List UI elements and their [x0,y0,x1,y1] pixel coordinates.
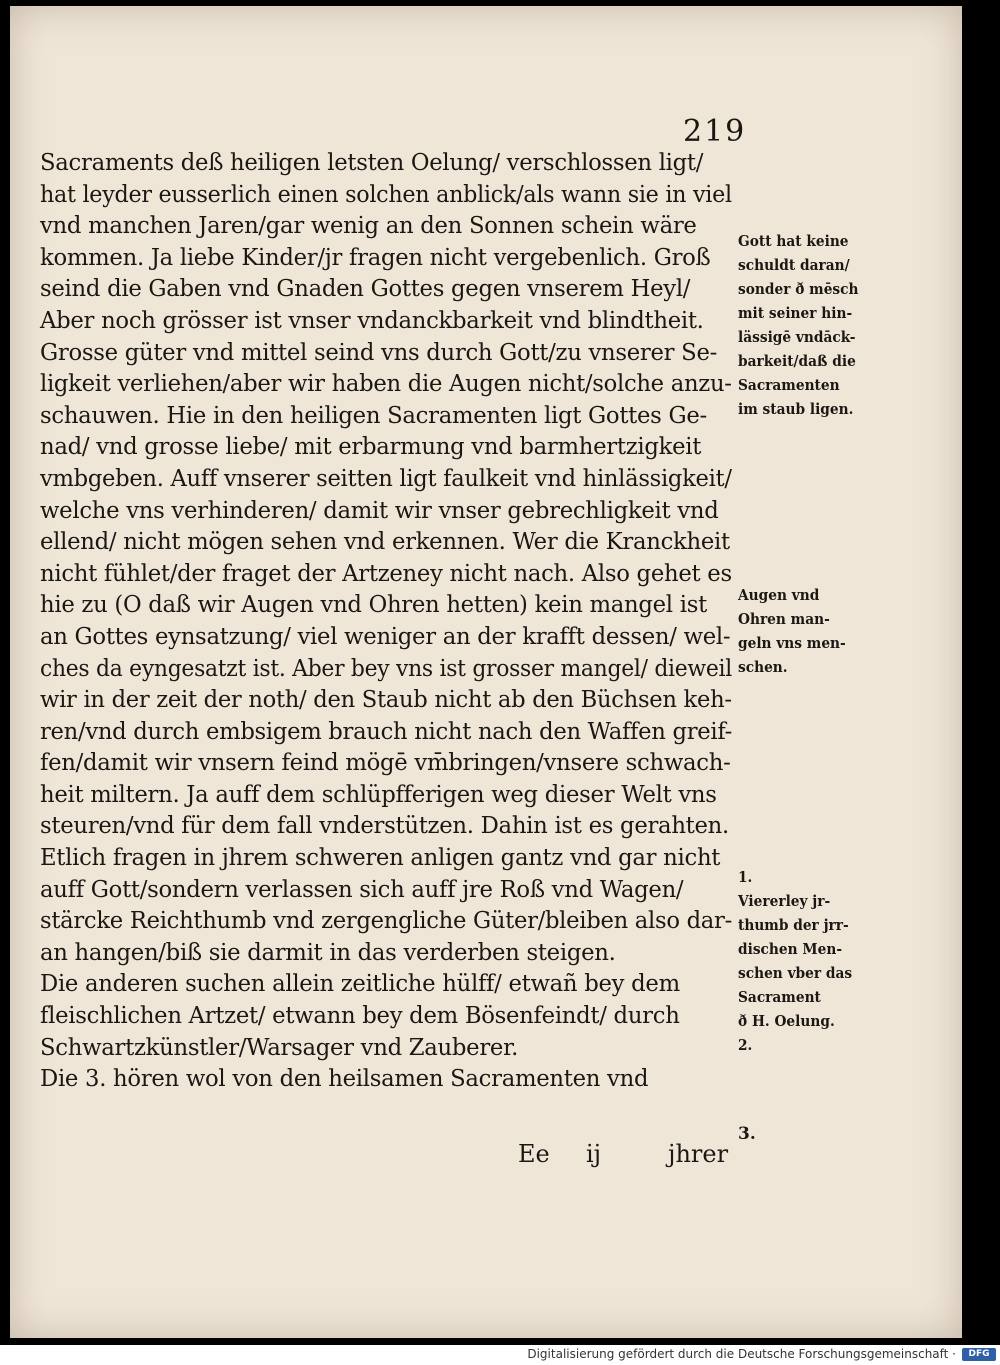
signature-mark: Ee [518,1140,550,1168]
margin-note-line: 1. [738,869,753,886]
text-line: Etlich fragen in jhrem schweren anligen gantz vnd gar nicht [40,845,721,872]
margin-note-line: barkeit/daß die [738,353,856,370]
text-line: an hangen/biß sie darmit in das verderben steigen. [40,939,616,966]
text-line: Aber noch grösser ist vnser vndanckbarkeit vnd blindtheit. [40,307,704,334]
text-line: heit miltern. Ja auff dem schlüpfferigen weg dieser Welt vns [40,781,717,808]
margin-note-line: Viererley jr- [738,893,831,910]
text-line: fen/damit wir vnsern feind mögē vm̄bringen/vnsere schwach- [40,750,731,777]
text-line: hie zu (O daß wir Augen vnd Ohren hetten) kein mangel ist [40,592,707,619]
margin-note-line: Gott hat keine [738,233,849,250]
text-line: Grosse güter vnd mittel seind vns durch Gott/zu vnserer Se- [40,339,718,366]
dfg-logo: DFG [962,1348,996,1361]
text-line: steuren/vnd für dem fall vnderstützen. Dahin ist es gerahten. [40,813,729,840]
text-line: welche vns verhinderen/ damit wir vnser gebrechligkeit vnd [40,497,719,524]
catchword-line [40,1140,740,1174]
margin-note-line: mit seiner hin- [738,305,853,322]
text-line: ches da eyngesatzt ist. Aber bey vns ist grosser mangel/ dieweil [40,655,732,682]
margin-note-viererley-jrthumb [738,866,888,1058]
text-line: stärcke Reichthumb vnd zergengliche Güter/bleiben also dar- [40,908,732,935]
margin-marker-3: 3. [738,1124,756,1144]
text-line: seind die Gaben vnd Gnaden Gottes gegen vnserem Heyl/ [40,276,691,303]
text-line: kommen. Ja liebe Kinder/jr fragen nicht vergebenlich. Groß [40,244,711,271]
text-line: nicht fühlet/der fraget der Artzeney nicht nach. Also gehet es [40,560,732,587]
body-text [40,148,740,1096]
text-line: auff Gott/sondern verlassen sich auff jre Roß vnd Wagen/ [40,876,684,903]
margin-note-line: im staub ligen. [738,401,854,418]
text-line: ren/vnd durch embsigem brauch nicht nach den Waffen greif- [40,718,733,745]
margin-note-line: sonder ð mēsch [738,281,859,298]
text-line: nad/ vnd grosse liebe/ mit erbarmung vnd barmhertzigkeit [40,434,702,461]
margin-note-line: schuldt daran/ [738,257,850,274]
text-line: Die 3. hören wol von den heilsamen Sacramenten vnd [40,1066,649,1093]
text-line: vmbgeben. Auff vnserer seitten ligt faulkeit vnd hinlässigkeit/ [40,465,732,492]
folio-mark: ij [586,1140,602,1168]
footer-bar [0,1345,1000,1365]
margin-note-line: Sacramenten [738,377,840,394]
margin-note-line: lässigē vndāck- [738,329,856,346]
funding-notice: Digitalisierung gefördert durch die Deutsche Forschungsgemeinschaft · [527,1347,956,1361]
margin-note-line: ð H. Oelung. [738,1013,835,1030]
text-line: ligkeit verliehen/aber wir haben die Augen nicht/solche anzu- [40,371,732,398]
margin-note-augen-vnd-ohren [738,584,888,680]
margin-note-line: geln vns men- [738,635,846,652]
text-line: Die anderen suchen allein zeitliche hülff/ etwañ bey dem [40,971,680,998]
text-line: hat leyder eusserlich einen solchen anblick/als wann sie in viel [40,181,732,208]
margin-note-line: thumb der jrr- [738,917,849,934]
page-number: 219 [683,114,747,149]
text-line: an Gottes eynsatzung/ viel weniger an der krafft dessen/ wel- [40,623,731,650]
text-line: wir in der zeit der noth/ den Staub nicht ab den Büchsen keh- [40,687,732,714]
text-line: fleischlichen Artzet/ etwann bey dem Bösenfeindt/ durch [40,1003,680,1030]
text-line: vnd manchen Jaren/gar wenig an den Sonnen schein wäre [40,213,697,240]
catchword: jhrer [668,1140,729,1168]
text-line: Schwartzkünstler/Warsager vnd Zauberer. [40,1034,519,1061]
margin-note-line: dischen Men- [738,941,843,958]
margin-note-line: schen. [738,659,788,676]
margin-note-three [738,1122,888,1147]
text-line: ellend/ nicht mögen sehen vnd erkennen. Wer die Kranckheit [40,529,730,556]
text-line: schauwen. Hie in den heiligen Sacramenten ligt Gottes Ge- [40,402,707,429]
margin-note-line: Augen vnd [738,587,820,604]
margin-note-line: schen vber das [738,965,853,982]
margin-note-line: 2. [738,1037,753,1054]
margin-note-line: Sacrament [738,989,821,1006]
text-line: Sacraments deß heiligen letsten Oelung/ verschlossen ligt/ [40,150,704,176]
margin-note-line: Ohren man- [738,611,830,628]
margin-note-gott-hat-keine-schuld [738,230,888,422]
